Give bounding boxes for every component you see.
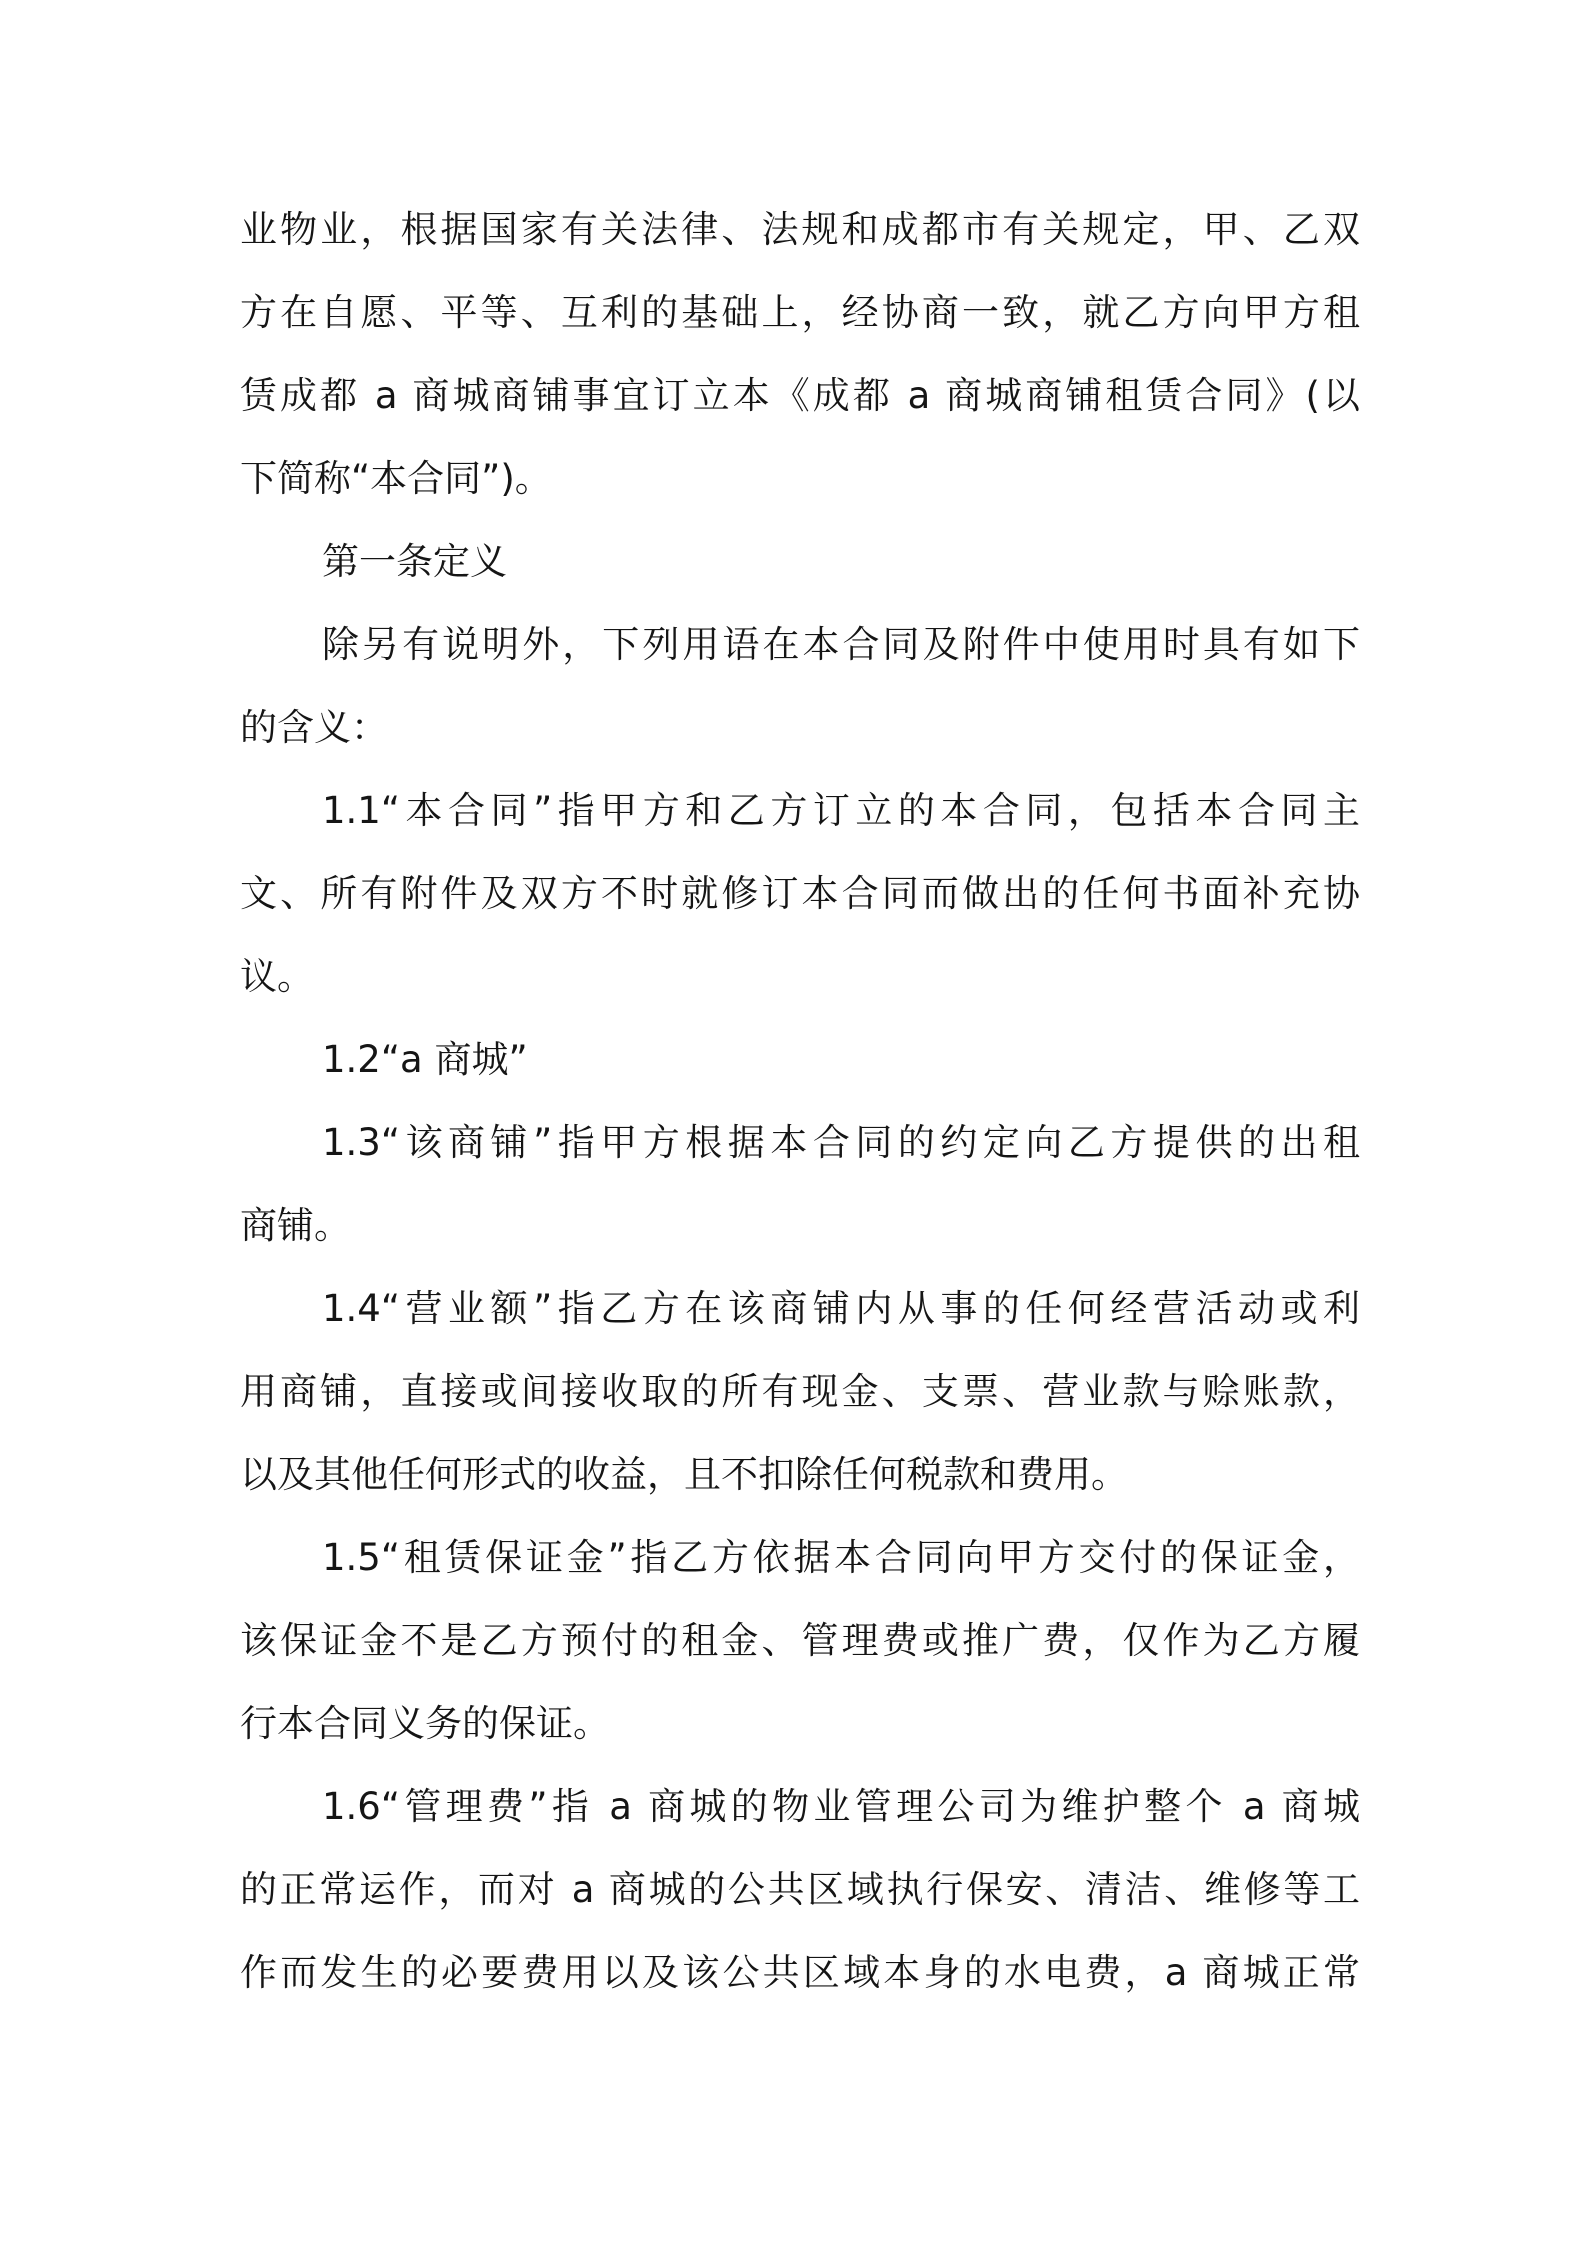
clause-line: 议。 — [240, 955, 314, 998]
clause-line: 用商铺，直接或间接收取的所有现金、支票、营业款与赊账款， — [240, 1370, 1360, 1413]
paragraph-line: 除另有说明外，下列用语在本合同及附件中使用时具有如下 — [322, 623, 1360, 666]
paragraph-line: 下简称“本合同”)。 — [240, 457, 552, 500]
clause-line: 1.1“本合同”指甲方和乙方订立的本合同，包括本合同主 — [322, 789, 1360, 832]
clause-line: 文、所有附件及双方不时就修订本合同而做出的任何书面补充协 — [240, 872, 1360, 915]
clause-line: 该保证金不是乙方预付的租金、管理费或推广费，仅作为乙方履 — [240, 1619, 1360, 1662]
clause-line: 1.5“租赁保证金”指乙方依据本合同向甲方交付的保证金， — [322, 1536, 1360, 1579]
paragraph-line: 业物业，根据国家有关法律、法规和成都市有关规定，甲、乙双 — [240, 208, 1360, 251]
paragraph-line: 赁成都 a 商城商铺事宜订立本《成都 a 商城商铺租赁合同》(以 — [240, 374, 1360, 417]
clause-line: 1.6“管理费”指 a 商城的物业管理公司为维护整个 a 商城 — [322, 1785, 1360, 1828]
clause-line: 的正常运作，而对 a 商城的公共区域执行保安、清洁、维修等工 — [240, 1868, 1360, 1911]
paragraph-line: 的含义： — [240, 706, 388, 749]
section-heading: 第一条定义 — [322, 540, 507, 583]
clause-line: 1.2“a 商城” — [322, 1038, 528, 1081]
clause-line: 以及其他任何形式的收益，且不扣除任何税款和费用。 — [240, 1453, 1128, 1496]
clause-line: 1.3“该商铺”指甲方根据本合同的约定向乙方提供的出租 — [322, 1121, 1360, 1164]
clause-line: 1.4“营业额”指乙方在该商铺内从事的任何经营活动或利 — [322, 1287, 1360, 1330]
clause-line: 行本合同义务的保证。 — [240, 1702, 610, 1745]
clause-line: 作而发生的必要费用以及该公共区域本身的水电费，a 商城正常 — [240, 1951, 1360, 1994]
paragraph-line: 方在自愿、平等、互利的基础上，经协商一致，就乙方向甲方租 — [240, 291, 1360, 334]
clause-line: 商铺。 — [240, 1204, 351, 1247]
